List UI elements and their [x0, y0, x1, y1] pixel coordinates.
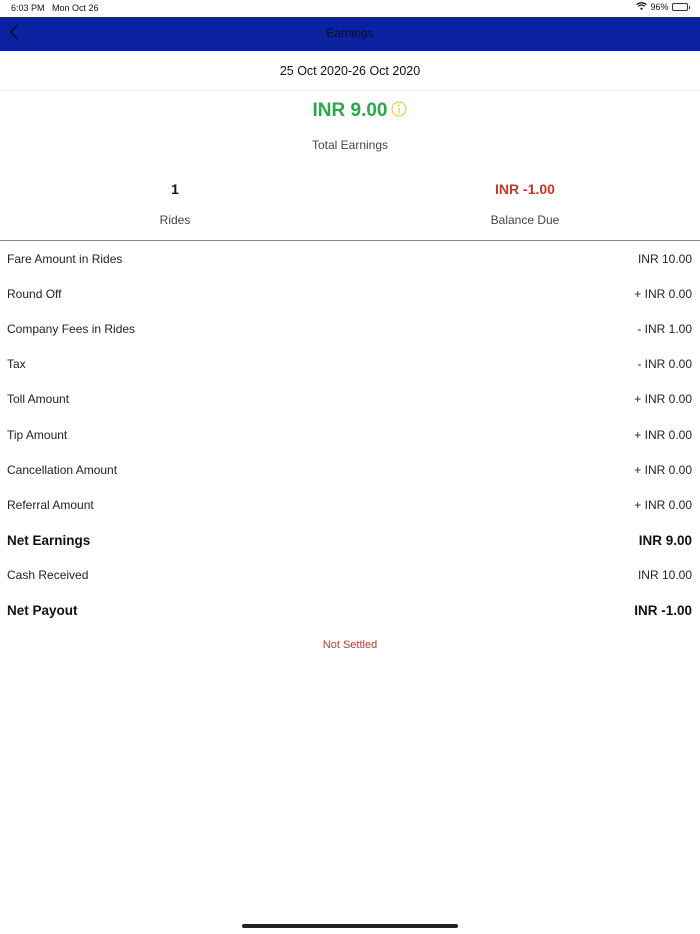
row-label: Net Payout: [7, 602, 78, 618]
row-value: INR 10.00: [637, 568, 692, 583]
row-value: + INR 0.00: [634, 462, 692, 477]
row-value: INR -1.00: [634, 602, 692, 618]
rides-count: 1: [171, 181, 179, 197]
status-bar: [0, 0, 700, 17]
row-label: Round Off: [7, 286, 62, 301]
row-label: Cancellation Amount: [7, 462, 118, 477]
rides-stat: [0, 181, 350, 227]
row-value: INR 10.00: [637, 251, 692, 266]
earnings-breakdown-list: [0, 241, 700, 628]
rides-label: Rides: [159, 213, 191, 227]
battery-percentage: 96%: [650, 2, 669, 12]
list-item: [0, 276, 700, 311]
row-label: Company Fees in Rides: [7, 321, 136, 336]
wifi-icon: [636, 2, 647, 12]
total-earnings-amount-row: [0, 100, 700, 122]
info-circle-icon[interactable]: [391, 101, 407, 117]
row-label: Tip Amount: [7, 427, 68, 442]
row-value: INR 9.00: [638, 532, 692, 548]
row-label: Fare Amount in Rides: [7, 251, 123, 266]
status-right: [636, 2, 690, 12]
row-label: Tax: [7, 357, 26, 372]
total-earnings-amount: INR 9.00: [312, 100, 388, 121]
status-time: 6:03 PM: [11, 3, 45, 13]
list-item: [0, 452, 700, 487]
navigation-bar: [0, 17, 700, 51]
balance-due-label: Balance Due: [490, 213, 560, 227]
list-item: [0, 347, 700, 382]
row-label: Referral Amount: [7, 497, 94, 512]
list-item: [0, 417, 700, 452]
separator: [0, 90, 700, 91]
page-title: Earnings: [326, 26, 374, 40]
status-date: Mon Oct 26: [52, 3, 99, 13]
list-item: [0, 382, 700, 417]
battery-icon: [672, 3, 691, 11]
home-indicator[interactable]: [242, 924, 458, 928]
total-earnings-label: Total Earnings: [311, 138, 389, 152]
balance-due-amount: INR -1.00: [495, 181, 555, 197]
row-label: Cash Received: [7, 568, 89, 583]
list-item: [0, 487, 700, 522]
row-value: + INR 0.00: [634, 392, 692, 407]
net-payout-row: [0, 593, 700, 628]
net-earnings-row: [0, 523, 700, 558]
row-value: - INR 0.00: [637, 357, 692, 372]
balance-due-stat: [350, 181, 700, 227]
row-label: Net Earnings: [7, 532, 91, 548]
row-value: + INR 0.00: [634, 497, 692, 512]
date-range[interactable]: 25 Oct 2020-26 Oct 2020: [279, 64, 421, 78]
list-item: [0, 241, 700, 276]
row-value: - INR 1.00: [637, 321, 692, 336]
row-value: + INR 0.00: [634, 286, 692, 301]
list-item: [0, 311, 700, 346]
settlement-status: Not Settled: [322, 639, 378, 651]
list-item: [0, 558, 700, 593]
row-value: + INR 0.00: [634, 427, 692, 442]
row-label: Toll Amount: [7, 392, 70, 407]
